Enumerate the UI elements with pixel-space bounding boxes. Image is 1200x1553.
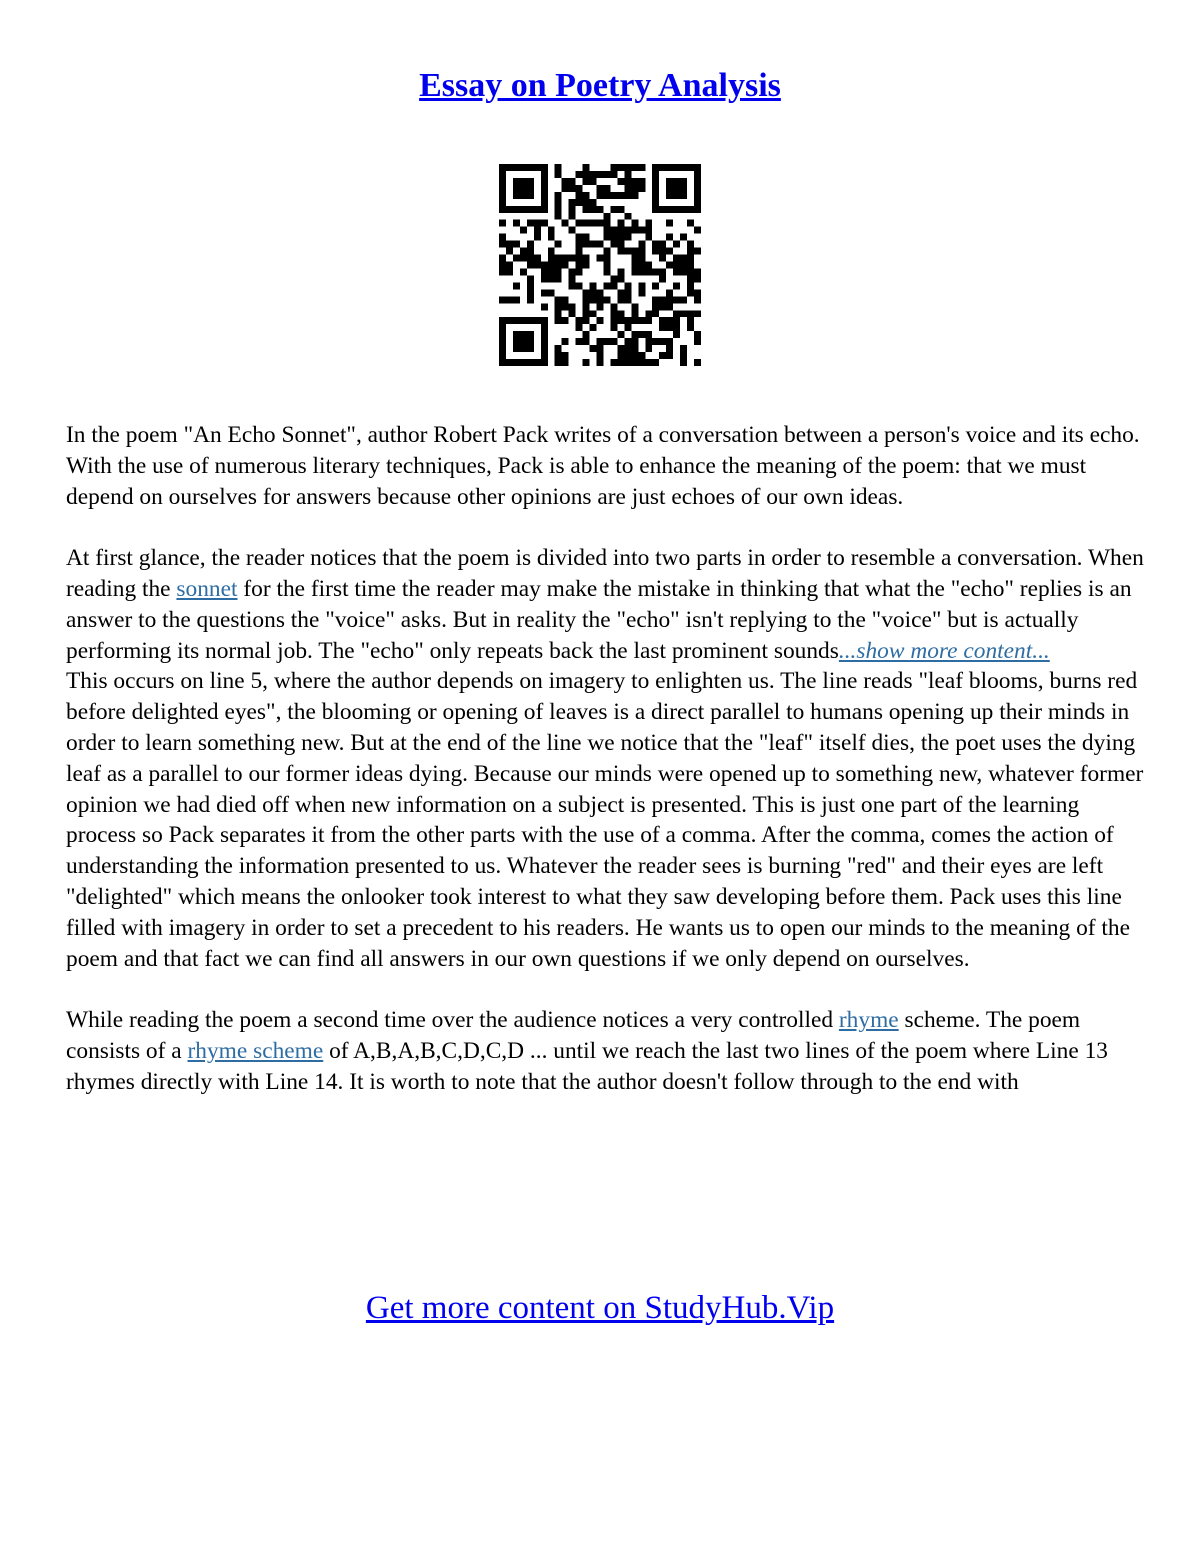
essay-body [66,420,1146,1098]
paragraph-imagery: This occurs on line 5, where the author depends on imagery to enlighten us. The line reads "leaf blooms, burns red before delighted eyes", the blooming or opening of leaves is a direct parallel to humans opening up their minds in order to learn something new. But at the end of the line we notice that the "leaf" itself dies, the poet uses the dying leaf as a parallel to our former ideas dying. Because our minds were opened up to something new, whatever former opinion we had died off when new information on a subject is presented. This is just one part of the learning process so Pack separates it from the other parts with the use of a comma. After the comma, comes the action of understanding the information presented to us. Whatever the reader sees is burning "red" and their eyes are left "delighted" which means the onlooker took interest to what they saw developing before them. Pack uses this line filled with imagery in order to set a precedent to his readers. He wants us to open our minds to the meaning of the poem and that fact we can find all answers in our own questions if we only depend on ourselves. [66,668,1144,972]
paragraph-conversation [66,543,1146,666]
footer-promo [0,1288,1200,1328]
title-link[interactable]: Essay on Poetry Analysis [419,67,781,104]
paragraph-text: of A,B,A,B,C,D,C,D ... until we reach the last two lines of the poem where Line 13 rhymes directly with Line 14. It is worth to note that the author doesn't follow through to the end with [66,1037,1108,1095]
show-more-link[interactable]: ...show more content... [838,637,1050,664]
rhyme-link[interactable]: rhyme [838,1007,899,1034]
paragraph-text: At first glance, the reader notices that the poem is divided into two parts in order to resemble a conversation. When reading the [66,545,1144,602]
paragraph-text: While reading the poem a second time over the audience notices a very controlled [66,1007,839,1034]
paragraph-rhyme [66,1005,1146,1097]
rhyme-scheme-link[interactable]: rhyme scheme [187,1037,324,1064]
paragraph-intro: In the poem "An Echo Sonnet", author Robert Pack writes of a conversation between a person's voice and its echo. With the use of numerous literary techniques, Pack is able to enhance the meaning of the poem: that we must depend on ourselves for answers because other opinions are just echoes of our own ideas. [66,422,1140,510]
qr-code-icon [499,164,701,366]
paragraph-text: scheme. The poem consists of a [66,1007,1081,1064]
sonnet-link[interactable]: sonnet [176,575,238,602]
studyhub-link[interactable]: Get more content on StudyHub.Vip [365,1290,835,1326]
paragraph-spacer [66,512,1146,543]
paragraph-text: for the first time the reader may make the mistake in thinking that what the "echo" replies is an answer to the questions the "voice" asks. But in reality the "echo" isn't replying to the "voice" but is actually performing its normal job. The "echo" only repeats back the last prominent sounds [66,575,1132,664]
document-title [0,66,1200,106]
paragraph-spacer [66,974,1146,1005]
